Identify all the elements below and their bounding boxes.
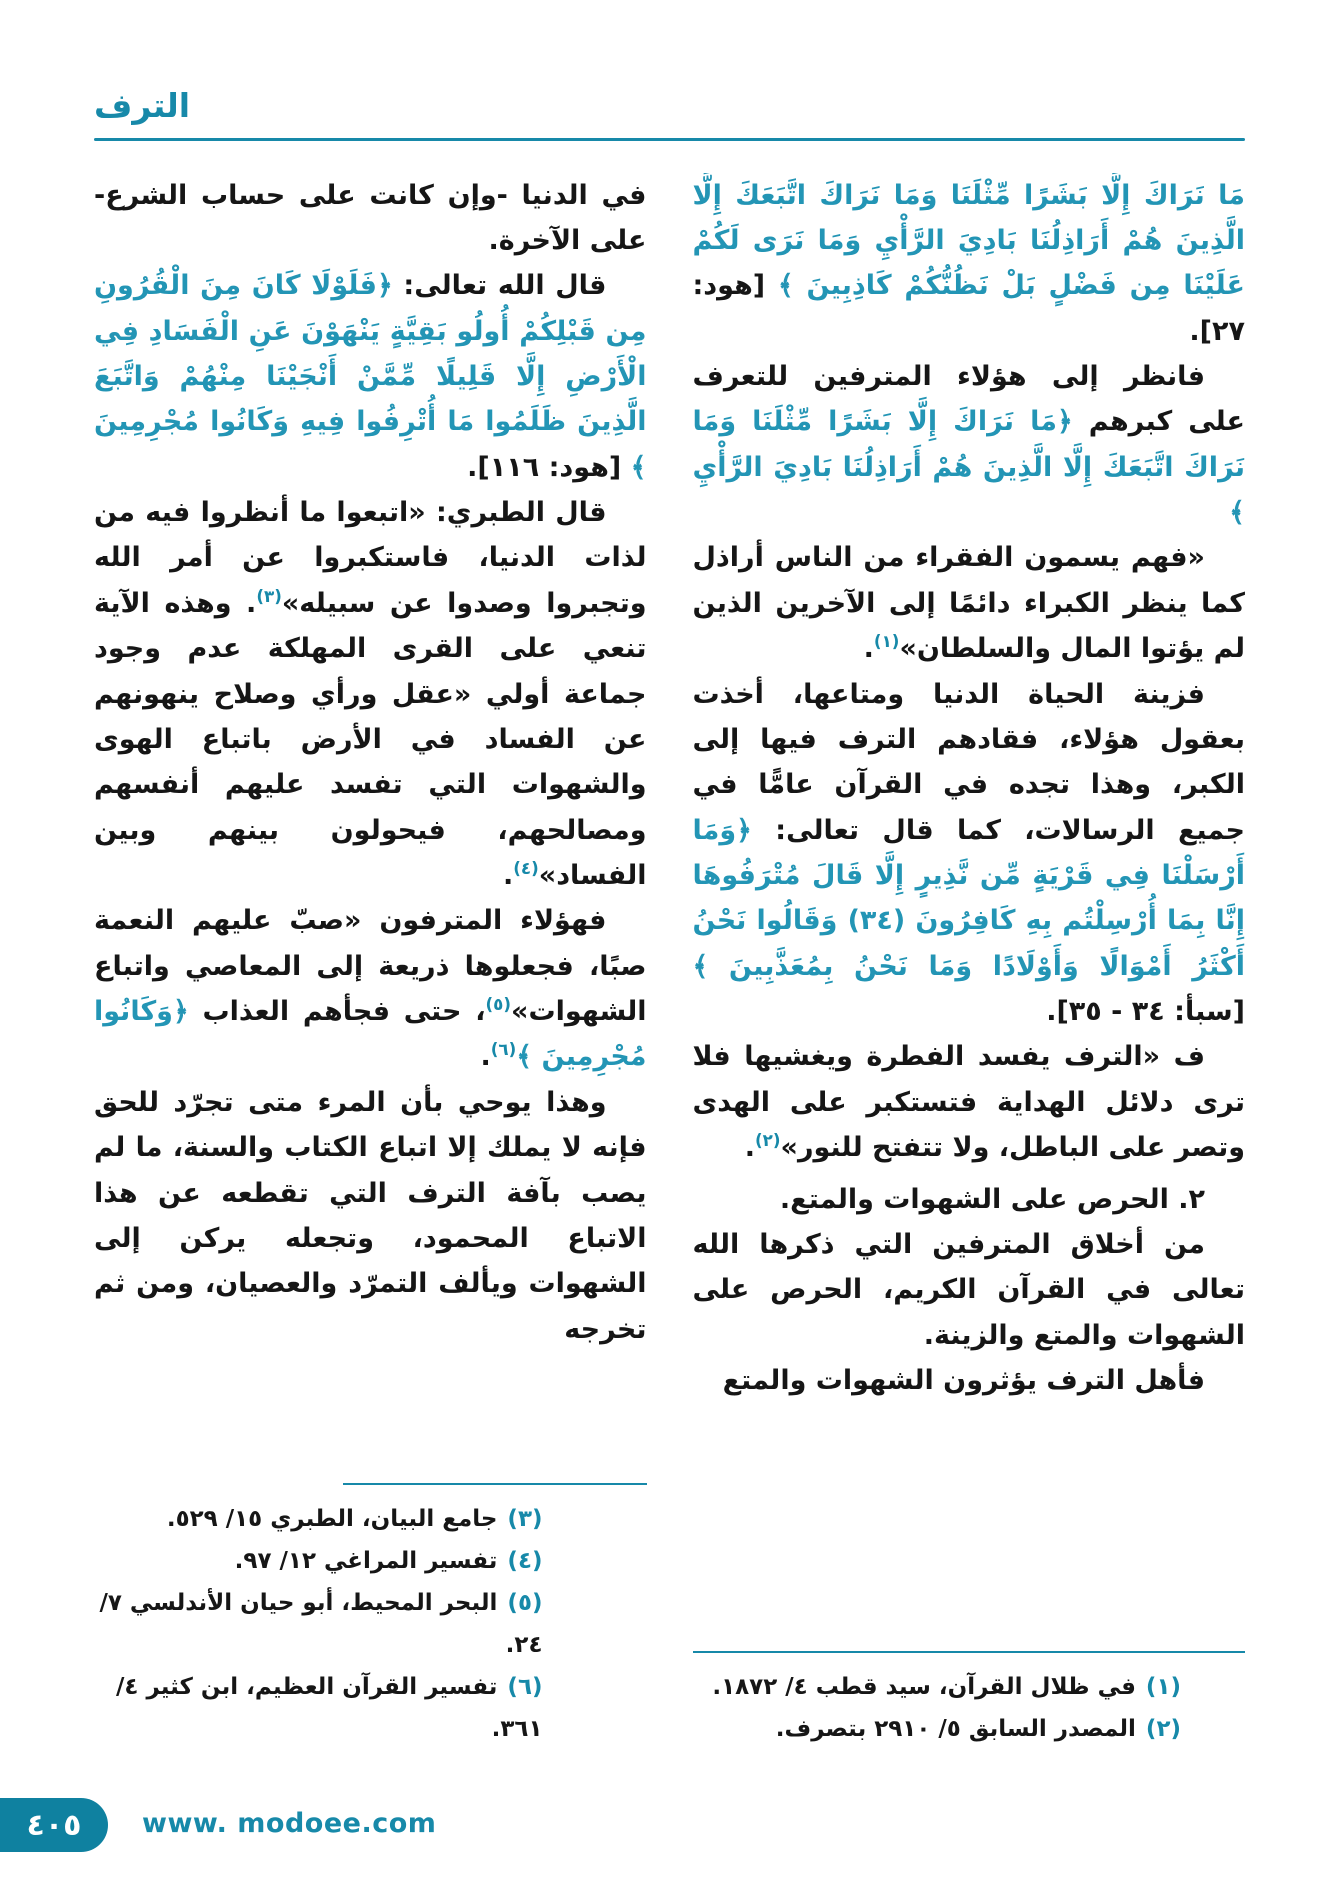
footnote-marker: (٢) xyxy=(1145,1715,1181,1742)
body-text: . xyxy=(502,859,514,891)
page-number: ٤٠٥ xyxy=(26,1807,82,1843)
two-column-layout xyxy=(94,173,1245,1759)
paragraph xyxy=(94,173,647,264)
body-text: فأهل الترف يؤثرون الشهوات والمتع xyxy=(722,1364,1205,1396)
paragraph-verse-hud27 xyxy=(693,173,1246,354)
body-text: قال الطبري: «اتبعوا ما أنظروا فيه من لذات الدنيا، فاستكبروا عن أمر الله وتجبروا وصدوا عن سبيله» xyxy=(94,497,647,619)
footnote-marker: (٦) xyxy=(507,1673,543,1700)
footnote-text: البحر المحيط، أبو حيان الأندلسي ٧/ ٢٤. xyxy=(99,1590,543,1659)
quran-verse: ﴿وَمَا أَرْسَلْنَا فِي قَرْيَةٍ مِّن نَّذِيرٍ إِلَّا قَالَ مُتْرَفُوهَا إِنَّا بِمَا أُرْسِلْتُم بِهِ كَافِرُونَ (٣٤) وَقَالُوا نَحْنُ أَكْثَرُ أَمْوَالًا وَأَوْلَادًا وَمَا نَحْنُ بِمُعَذَّبِينَ ﴾ xyxy=(692,814,1245,982)
section-heading xyxy=(693,1177,1246,1222)
verse-citation: [هود: ١١٦]. xyxy=(467,451,631,483)
body-text: ، حتى فجأهم العذاب xyxy=(188,996,486,1028)
website-link[interactable]: www. modoee.com xyxy=(142,1808,437,1839)
footnote-ref: (٥) xyxy=(485,994,512,1015)
body-text: ف «الترف يفسد الفطرة ويغشيها فلا ترى دلائل الهداية فتستكبر على الهدى وتصر على الباطل، ولا تتفتح للنور» xyxy=(692,1041,1245,1164)
footnote-text: تفسير المراغي ١٢/ ٩٧. xyxy=(234,1548,498,1575)
footnote xyxy=(94,1499,647,1541)
footnote-separator xyxy=(343,1483,647,1485)
footnote-list xyxy=(94,1499,647,1750)
footnote-area xyxy=(693,1651,1246,1759)
paragraph xyxy=(693,535,1246,671)
paragraph xyxy=(94,263,647,490)
footnote-ref: (٢) xyxy=(754,1130,781,1151)
body-text: . xyxy=(744,1132,755,1164)
body-text: . xyxy=(480,1041,491,1073)
quran-verse: ﴿مَا نَرَاكَ إِلَّا بَشَرًا مِّثْلَنَا وَمَا نَرَاكَ اتَّبَعَكَ إِلَّا الَّذِينَ هُمْ أَرَاذِلُنَا بَادِيَ الرَّأْيِ ﴾ xyxy=(692,406,1245,529)
left-column xyxy=(94,173,647,1759)
body-text: في الدنيا -وإن كانت على حساب الشرع- على الآخرة. xyxy=(94,179,647,256)
footnote-marker: (٤) xyxy=(507,1548,543,1575)
quran-verse: مَا نَرَاكَ إِلَّا بَشَرًا مِّثْلَنَا وَمَا نَرَاكَ اتَّبَعَكَ إِلَّا الَّذِينَ هُمْ أَرَاذِلُنَا بَادِيَ الرَّأْيِ وَمَا نَرَى لَكُمْ عَلَيْنَا مِن فَضْلٍ بَلْ نَظُنُّكُمْ كَاذِبِينَ ﴾ xyxy=(692,179,1245,302)
footnote-marker: (٣) xyxy=(507,1506,543,1533)
footnote xyxy=(94,1541,647,1583)
footnote-list xyxy=(693,1667,1246,1751)
body-text: من أخلاق المترفين التي ذكرها الله تعالى في القرآن الكريم، الحرص على الشهوات والمتع والزينة. xyxy=(692,1228,1245,1351)
body-text: . xyxy=(863,633,874,665)
heading-text: ٢. الحرص على الشهوات والمتع. xyxy=(779,1183,1205,1215)
page-number-badge xyxy=(0,1798,108,1852)
footnote-ref: (٤) xyxy=(513,857,539,878)
body-text: وهذا يوحي بأن المرء متى تجرّد للحق فإنه لا يملك إلا اتباع الكتاب والسنة، ما لم يصب بآفة الترف التي تقطعه عن هذا الاتباع المحمود، وتجعله يركن إلى الشهوات ويألف التمرّد والعصيان، ومن ثم تخرجه xyxy=(94,1086,647,1345)
footnote-area xyxy=(94,1483,647,1758)
body-text: فانظر إلى هؤلاء المترفين للتعرف على كبرهم xyxy=(692,361,1245,438)
paragraph xyxy=(693,672,1246,1035)
footnote-ref: (٣) xyxy=(256,585,282,606)
footnote-ref: (١) xyxy=(873,631,900,652)
page-title: الترف xyxy=(94,86,191,125)
footnote xyxy=(94,1583,647,1667)
body-text: «فهم يسمون الفقراء من الناس أراذل كما ينظر الكبراء دائمًا إلى الآخرين الذين لم يؤتوا المال والسلطان» xyxy=(692,542,1245,665)
footnote-marker: (٥) xyxy=(507,1590,543,1617)
footnote-ref: (٦) xyxy=(490,1039,517,1060)
header-divider xyxy=(94,138,1245,141)
footnote-separator xyxy=(693,1651,1246,1653)
footnote-text: تفسير القرآن العظيم، ابن كثير ٤/ ٣٦١. xyxy=(115,1673,543,1742)
footnote-text: جامع البيان، الطبري ١٥/ ٥٢٩. xyxy=(166,1506,498,1533)
paragraph xyxy=(693,354,1246,535)
body-text: . وهذه الآية تنعي على القرى المهلكة عدم وجود جماعة أولي «عقل ورأي وصلاح ينهونهم عن الفساد في الأرض باتباع الهوى والشهوات التي تفسد عليهم أنفسهم ومصالحهم، فيحولون بينهم وبين الفساد» xyxy=(94,587,647,891)
paragraph xyxy=(693,1358,1246,1403)
body-text: فزينة الحياة الدنيا ومتاعها، أخذت بعقول هؤلاء، فقادهم الترف فيها إلى الكبر، وهذا تجده في القرآن عامًّا في جميع الرسالات، كما قال تعالى: xyxy=(692,678,1245,846)
body-text: قال الله تعالى: xyxy=(392,270,607,302)
paragraph xyxy=(94,898,647,1079)
page-header xyxy=(94,86,1245,141)
right-column xyxy=(693,173,1246,1759)
paragraph xyxy=(94,490,647,898)
quran-verse: ﴿وَكَانُوا مُجْرِمِينَ ﴾ xyxy=(94,996,647,1073)
footnote-marker: (١) xyxy=(1145,1673,1181,1700)
verse-citation: [سبأ: ٣٤ - ٣٥]. xyxy=(1046,996,1245,1028)
page-footer xyxy=(0,1798,1339,1854)
footnote xyxy=(94,1667,647,1751)
paragraph xyxy=(94,1080,647,1352)
footnote xyxy=(693,1709,1246,1751)
paragraph xyxy=(693,1222,1246,1358)
footnote-text: في ظلال القرآن، سيد قطب ٤/ ١٨٧٢. xyxy=(712,1673,1136,1700)
body-text: فهؤلاء المترفون «صبّ عليهم النعمة صبًا، فجعلوها ذريعة إلى المعاصي واتباع الشهوات» xyxy=(94,905,647,1028)
footnote-text: المصدر السابق ٥/ ٢٩١٠ بتصرف. xyxy=(775,1715,1136,1742)
verse-citation: [هود: ٢٧]. xyxy=(692,270,1245,347)
quran-verse: ﴿فَلَوْلَا كَانَ مِنَ الْقُرُونِ مِن قَبْلِكُمْ أُولُو بَقِيَّةٍ يَنْهَوْنَ عَنِ الْفَسَادِ فِي الْأَرْضِ إِلَّا قَلِيلًا مِّمَّنْ أَنْجَيْنَا مِنْهُمْ وَاتَّبَعَ الَّذِينَ ظَلَمُوا مَا أُتْرِفُوا فِيهِ وَكَانُوا مُجْرِمِينَ ﴾ xyxy=(94,270,647,483)
footnote xyxy=(693,1667,1246,1709)
paragraph xyxy=(693,1034,1246,1170)
